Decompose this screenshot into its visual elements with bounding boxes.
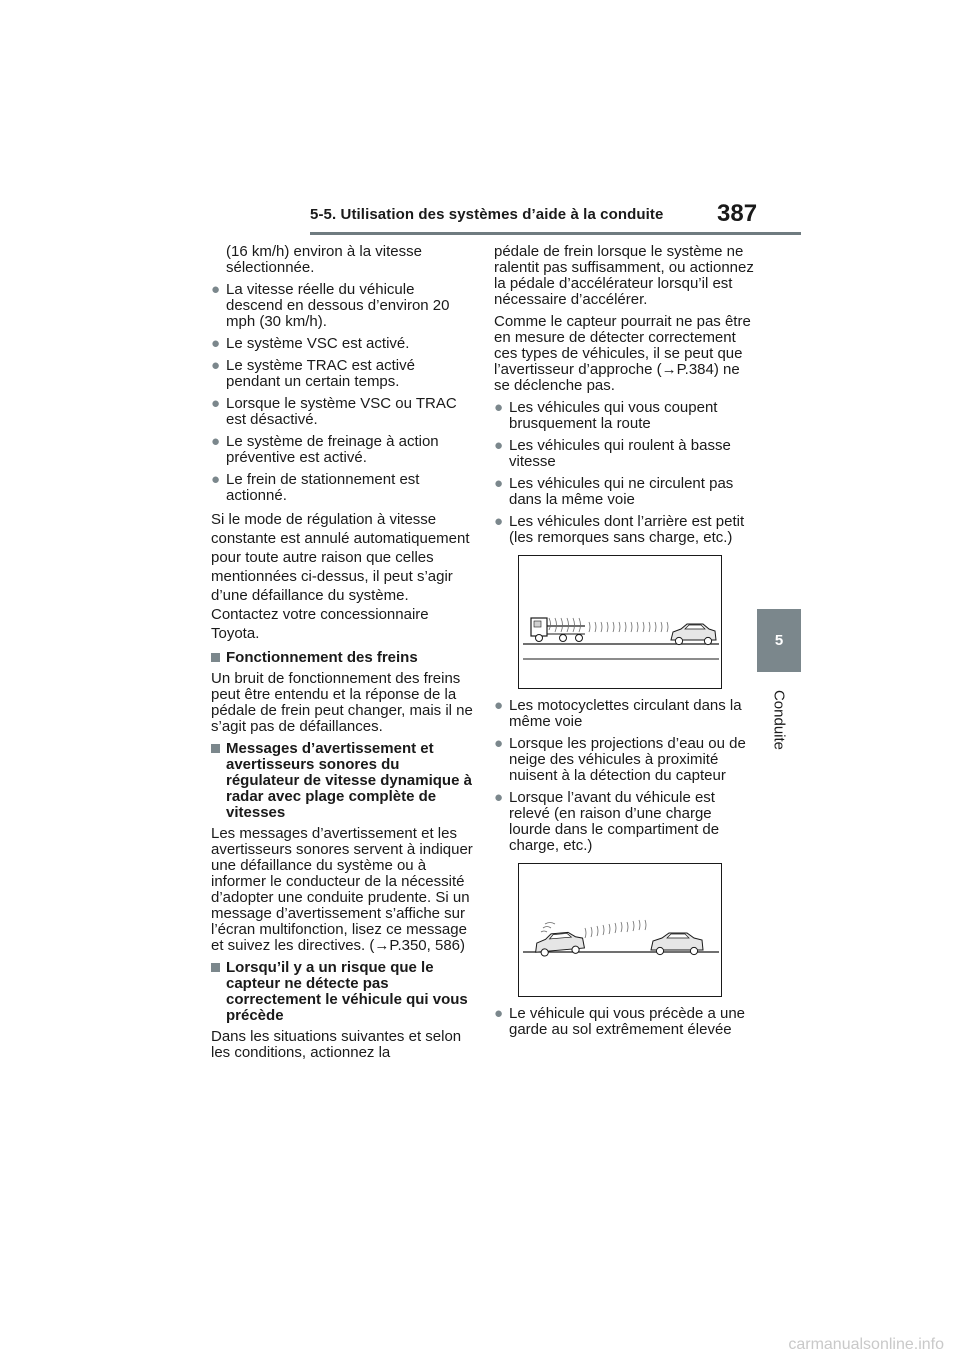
list-item: ● Le système TRAC est activé pendant un certain temps. (211, 357, 415, 390)
list-item: ● Les véhicules qui roulent à basse vitesse (494, 437, 731, 470)
bullet-icon: ● (494, 399, 504, 416)
bullet-icon: ● (211, 335, 221, 352)
list-item: ● Les motocyclettes circulant dans la même voie (494, 697, 742, 730)
paragraph-situations: Dans les situations suivantes et selon les conditions, actionnez la (211, 1028, 462, 1061)
square-bullet-icon (211, 963, 220, 972)
paragraph-sensor: Comme le capteur pourrait ne pas être en mesure de détecter correctement ces types de véhicules, il se peut que l’avertisseur d’approche (→P.384) ne se déclenche pas. (494, 313, 751, 394)
list-item: ● Les véhicules qui vous coupent brusquement la route (494, 399, 718, 432)
bullet-icon: ● (211, 357, 221, 374)
bullet-icon: ● (494, 475, 504, 492)
list-item: ● Les véhicules qui ne circulent pas dans la même voie (494, 475, 734, 508)
list-item: ● Le frein de stationnement est actionné. (211, 471, 420, 504)
page-number: 387 (717, 200, 758, 227)
bullet-icon: ● (211, 395, 221, 412)
raised-front-car-illustration (519, 864, 723, 998)
illustration-trailer (518, 555, 722, 689)
bullet-icon: ● (494, 1005, 504, 1022)
chapter-tab-number: 5 (774, 632, 784, 649)
list-item: ● Lorsque le système VSC ou TRAC est désactivé. (211, 395, 457, 428)
section-heading-brakes: Fonctionnement des freins (211, 650, 473, 666)
bullet-icon: ● (211, 281, 221, 298)
list-item: ● Le véhicule qui vous précède a une garde au sol extrêmement élevée (494, 1005, 746, 1038)
header-title: 5-5. Utilisation des systèmes d’aide à la conduite (310, 206, 664, 223)
chapter-label (756, 685, 802, 755)
bullet-icon: ● (494, 789, 504, 806)
right-column (494, 244, 756, 1044)
paragraph-continued: pédale de frein lorsque le système ne ralentit pas suffisamment, ou actionnez la pédale d’accélérateur lorsqu’il est nécessaire d’accélérer. (494, 243, 754, 308)
paragraph-cancel-notice: Si le mode de régulation à vitesse constante est annulé automatiquement pour toute autre raison que celles mentionnées ci-dessus, il peut s’agir d’une défaillance du système. Contactez votre concessionnaire Toyota. (211, 511, 470, 642)
square-bullet-icon (211, 653, 220, 662)
section-heading-sensor-risk: Lorsqu’il y a un risque que le capteur ne détecte pas correctement le véhicule qui vous précède (211, 960, 473, 1024)
list-item: ● Le système de freinage à action préventive est activé. (211, 433, 439, 466)
list-item: ● Le système VSC est activé. (211, 335, 410, 352)
bullet-icon: ● (494, 697, 504, 714)
header-rule (310, 232, 801, 235)
list-item: ● Les véhicules dont l’arrière est petit (les remorques sans charge, etc.) (494, 513, 745, 546)
bullet-icon: ● (494, 735, 504, 752)
section-heading-warnings: Messages d’avertissement et avertisseurs sonores du régulateur de vitesse dynamique à radar avec plage complète de vitesses (211, 741, 473, 821)
illustration-raised-front (518, 863, 722, 997)
bullet-icon: ● (211, 433, 221, 450)
chapter-label-text: Conduite (770, 689, 788, 751)
paragraph-warnings: Les messages d’avertissement et les avertisseurs sonores servent à indiquer une défaillance du système ou à informer le conducteur de la nécessité d’adopter une conduite prudente. Si un message d’avertissement s’affiche sur l’écran multifonction, lisez ce message et suivez les directives. (→P.350, 586) (211, 825, 473, 954)
list-item: ● Lorsque l’avant du véhicule est relevé (en raison d’une charge lourde dans le compartiment de charge, etc.) (494, 789, 720, 854)
paragraph-brakes: Un bruit de fonctionnement des freins peut être entendu et la réponse de la pédale de frein peut changer, mais il ne s’agit pas de défaillances. (211, 670, 473, 735)
watermark[interactable]: carmanualsonline.info (788, 1336, 944, 1353)
chapter-tab[interactable] (757, 609, 801, 672)
left-column (211, 244, 473, 1067)
list-item: ● Lorsque les projections d’eau ou de neige des véhicules à proximité nuisent à la détection du capteur (494, 735, 746, 784)
trailer-and-car-illustration (519, 556, 723, 690)
continued-text: (16 km/h) environ à la vitesse sélectionnée. (226, 243, 422, 276)
bullet-icon: ● (494, 437, 504, 454)
list-item: ● La vitesse réelle du véhicule descend en dessous d’environ 20 mph (30 km/h). (211, 281, 450, 330)
bullet-icon: ● (211, 471, 221, 488)
bullet-icon: ● (494, 513, 504, 530)
square-bullet-icon (211, 744, 220, 753)
